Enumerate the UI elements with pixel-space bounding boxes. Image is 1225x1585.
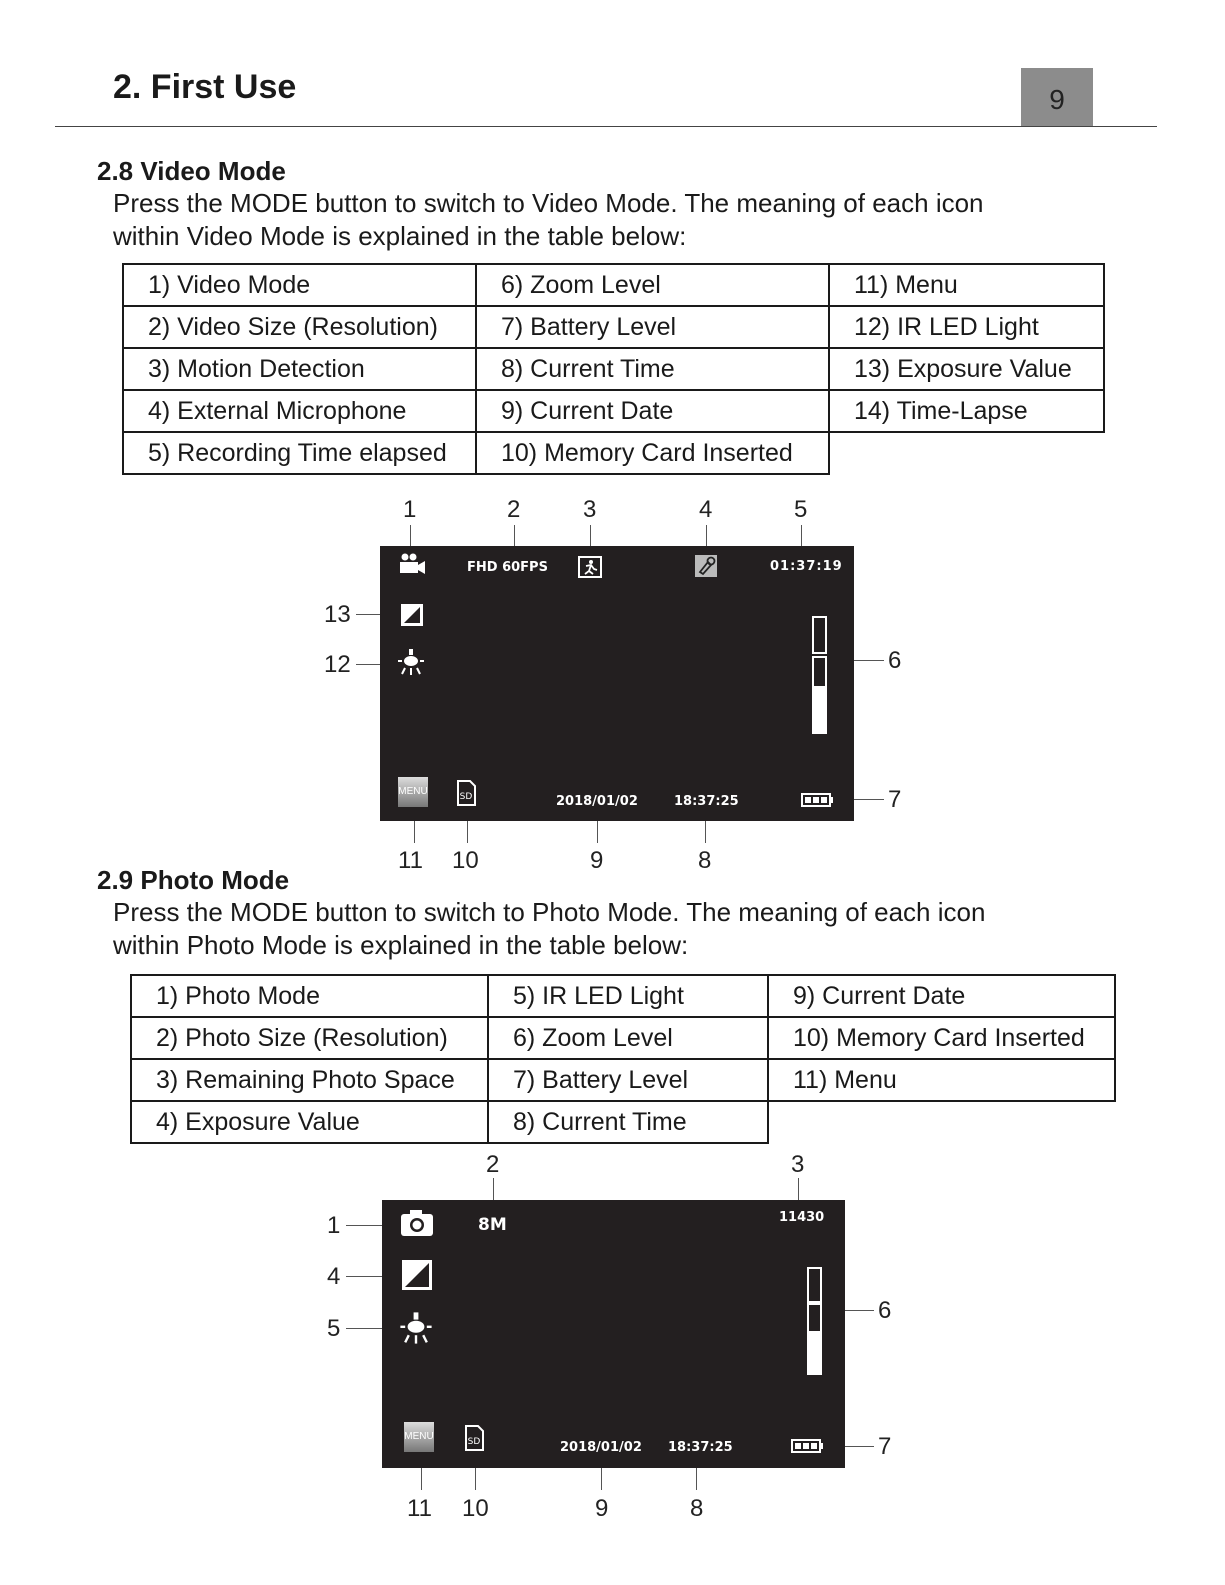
- callout-1: 1: [327, 1212, 341, 1239]
- callout-10: 10: [462, 1495, 489, 1522]
- table-cell: 10) Memory Card Inserted: [476, 432, 829, 474]
- page-number-box: [1021, 68, 1093, 126]
- sd-card-icon: [464, 1425, 484, 1451]
- callout-9: 9: [590, 847, 604, 874]
- leader-line: [414, 821, 415, 843]
- battery-bar: [821, 797, 827, 803]
- table-cell: 1) Photo Mode: [131, 975, 488, 1017]
- zoom-level-fill: [814, 686, 825, 732]
- video-camera-icon: [398, 553, 426, 575]
- leader-line: [601, 1468, 602, 1490]
- table-cell-empty: [829, 432, 1104, 474]
- table-row: [123, 306, 1104, 348]
- table-cell: 9) Current Date: [768, 975, 1115, 1017]
- video-mode-intro-line2: within Video Mode is explained in the table below:: [113, 221, 687, 251]
- battery-icon: [790, 1438, 824, 1454]
- chapter-title: 2. First Use: [113, 68, 297, 106]
- callout-10: 10: [452, 847, 479, 874]
- current-date: 2018/01/02: [556, 794, 638, 809]
- leader-line: [475, 1468, 476, 1490]
- table-cell: 12) IR LED Light: [829, 306, 1104, 348]
- table-cell: 7) Battery Level: [488, 1059, 768, 1101]
- remaining-photo-space: 11430: [779, 1210, 825, 1225]
- zoom-level-indicator: [812, 656, 827, 734]
- table-cell: 2) Video Size (Resolution): [123, 306, 476, 348]
- leader-line: [346, 1225, 382, 1226]
- callout-9: 9: [595, 1495, 609, 1522]
- callout-11: 11: [398, 847, 423, 874]
- microphone-icon: [694, 554, 718, 578]
- table-cell: 14) Time-Lapse: [829, 390, 1104, 432]
- photo-mode-intro-line1: Press the MODE button to switch to Photo Mode. The meaning of each icon: [113, 897, 986, 927]
- callout-2: 2: [486, 1151, 500, 1178]
- photo-mode-heading: 2.9 Photo Mode: [97, 865, 290, 895]
- leader-line: [705, 821, 706, 843]
- zoom-level-track-top: [807, 1267, 822, 1303]
- callout-8: 8: [698, 847, 712, 874]
- video-icon-table: [122, 263, 1105, 475]
- battery-bar: [795, 1443, 801, 1449]
- battery-icon: [800, 792, 834, 808]
- callout-2: 2: [507, 496, 521, 523]
- table-row: [123, 432, 1104, 474]
- video-mode-heading: 2.8 Video Mode: [97, 156, 286, 186]
- table-cell: 9) Current Date: [476, 390, 829, 432]
- leader-line: [845, 1446, 874, 1447]
- sd-card-label: SD: [459, 792, 473, 802]
- table-row: [123, 348, 1104, 390]
- callout-3: 3: [791, 1151, 805, 1178]
- exposure-icon: [401, 1259, 433, 1291]
- sd-card-icon: [456, 780, 476, 806]
- zoom-level-track-top: [812, 616, 827, 654]
- leader-line: [514, 525, 515, 546]
- leader-line: [798, 1178, 799, 1200]
- table-row: [123, 264, 1104, 306]
- current-date: 2018/01/02: [560, 1440, 642, 1455]
- callout-6: 6: [888, 647, 902, 674]
- table-row: [131, 1059, 1115, 1101]
- leader-line: [467, 821, 468, 843]
- callout-4: 4: [699, 496, 713, 523]
- table-cell-empty: [768, 1101, 1115, 1143]
- zoom-level-fill: [809, 1331, 820, 1373]
- table-cell: 11) Menu: [768, 1059, 1115, 1101]
- table-row: [131, 1101, 1115, 1143]
- video-resolution: FHD 60FPS: [467, 560, 548, 575]
- video-screen: [380, 546, 854, 821]
- table-cell: 6) Zoom Level: [476, 264, 829, 306]
- table-cell: 11) Menu: [829, 264, 1104, 306]
- leader-line: [845, 1310, 874, 1311]
- current-time: 18:37:25: [674, 794, 739, 809]
- callout-7: 7: [888, 786, 902, 813]
- callout-13: 13: [324, 601, 351, 628]
- callout-12: 12: [324, 651, 351, 678]
- table-cell: 4) Exposure Value: [131, 1101, 488, 1143]
- callout-4: 4: [327, 1263, 341, 1290]
- callout-5: 5: [794, 496, 808, 523]
- table-cell: 13) Exposure Value: [829, 348, 1104, 390]
- photo-icon-table: [130, 974, 1116, 1144]
- callout-11: 11: [407, 1495, 432, 1522]
- table-cell: 3) Remaining Photo Space: [131, 1059, 488, 1101]
- menu-icon: MENU: [398, 777, 428, 807]
- leader-line: [706, 525, 707, 546]
- sd-card-label: SD: [467, 1437, 481, 1447]
- table-cell: 5) IR LED Light: [488, 975, 768, 1017]
- leader-line: [493, 1178, 494, 1200]
- photo-resolution: 8M: [478, 1215, 507, 1235]
- table-cell: 6) Zoom Level: [488, 1017, 768, 1059]
- table-cell: 8) Current Time: [476, 348, 829, 390]
- table-cell: 1) Video Mode: [123, 264, 476, 306]
- leader-line: [356, 664, 380, 665]
- battery-bar: [811, 1443, 817, 1449]
- table-cell: 2) Photo Size (Resolution): [131, 1017, 488, 1059]
- table-cell: 10) Memory Card Inserted: [768, 1017, 1115, 1059]
- exposure-icon: [400, 603, 424, 627]
- page-number: 9: [1049, 84, 1065, 115]
- current-time: 18:37:25: [668, 1440, 733, 1455]
- callout-3: 3: [583, 496, 597, 523]
- leader-line: [346, 1328, 382, 1329]
- leader-line: [854, 799, 884, 800]
- callout-6: 6: [878, 1297, 892, 1324]
- table-row: [131, 975, 1115, 1017]
- callout-5: 5: [327, 1315, 341, 1342]
- zoom-level-indicator: [807, 1303, 822, 1375]
- table-row: [123, 390, 1104, 432]
- leader-line: [696, 1468, 697, 1490]
- leader-line: [356, 614, 380, 615]
- menu-icon: MENU: [404, 1422, 434, 1452]
- table-cell: 4) External Microphone: [123, 390, 476, 432]
- leader-line: [597, 821, 598, 843]
- leader-line: [854, 660, 884, 661]
- ir-led-icon: [396, 647, 426, 677]
- leader-line: [346, 1276, 382, 1277]
- recording-time-elapsed: 01:37:19: [770, 559, 843, 574]
- camera-icon: [400, 1209, 434, 1237]
- header-rule: [55, 126, 1157, 127]
- leader-line: [410, 525, 411, 546]
- callout-7: 7: [878, 1433, 892, 1460]
- ir-led-icon: [398, 1310, 434, 1346]
- leader-line: [801, 525, 802, 546]
- battery-bar: [805, 797, 811, 803]
- callout-8: 8: [690, 1495, 704, 1522]
- battery-bar: [813, 797, 819, 803]
- table-cell: 8) Current Time: [488, 1101, 768, 1143]
- callout-1: 1: [403, 496, 417, 523]
- photo-screen: [382, 1200, 845, 1468]
- leader-line: [421, 1468, 422, 1490]
- table-row: [131, 1017, 1115, 1059]
- table-cell: 3) Motion Detection: [123, 348, 476, 390]
- leader-line: [590, 525, 591, 546]
- motion-detection-icon: [578, 556, 602, 578]
- table-cell: 7) Battery Level: [476, 306, 829, 348]
- battery-bar: [803, 1443, 809, 1449]
- table-cell: 5) Recording Time elapsed: [123, 432, 476, 474]
- video-mode-intro-line1: Press the MODE button to switch to Video Mode. The meaning of each icon: [113, 188, 984, 218]
- photo-mode-intro-line2: within Photo Mode is explained in the table below:: [113, 930, 689, 960]
